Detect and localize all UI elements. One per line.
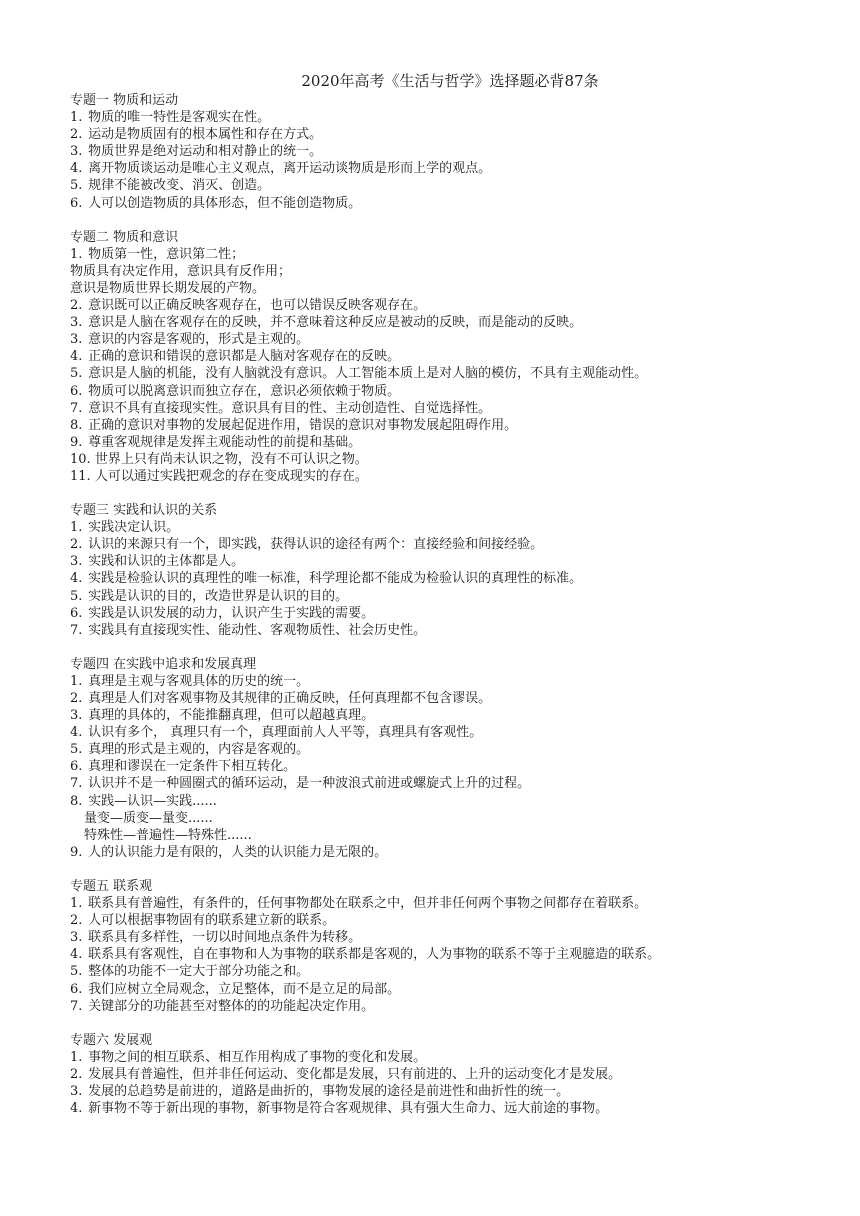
- item-number: 1.: [70, 246, 83, 262]
- list-item: [70, 963, 820, 980]
- section-3: [70, 502, 820, 639]
- list-item: [70, 793, 820, 810]
- section-1: [70, 92, 820, 212]
- item-number: 4.: [70, 947, 83, 963]
- item-number: 6.: [70, 981, 83, 997]
- item-text: 意识既可以正确反映客观存在，也可以错误反映客观存在。: [88, 298, 427, 314]
- item-text: 意识是物质世界长期发展的产物。: [70, 280, 266, 296]
- item-number: 2.: [70, 1066, 83, 1082]
- item-text: 意识是人脑的机能，没有人脑就没有意识。人工智能本质上是对人脑的模仿，不具有主观能动性。: [88, 366, 648, 382]
- item-text: 运动是物质固有的根本属性和存在方式。: [88, 127, 323, 143]
- list-item: [70, 177, 820, 194]
- section-heading: 专题一 物质和运动: [70, 93, 179, 108]
- item-number: 6.: [70, 195, 83, 211]
- item-text: 发展的总趋势是前进的，道路是曲折的，事物发展的途径是前进性和曲折性的统一。: [88, 1083, 570, 1099]
- list-item: [70, 383, 820, 400]
- item-number: 3.: [70, 144, 83, 160]
- list-item: [70, 195, 820, 212]
- item-text: 认识有多个， 真理只有一个，真理面前人人平等，真理具有客观性。: [88, 725, 483, 741]
- item-text: 量变—质变—量变......: [84, 810, 213, 826]
- list-item: [70, 570, 820, 587]
- list-item: [70, 895, 820, 912]
- item-number: 6.: [70, 383, 83, 399]
- list-item: [70, 724, 820, 741]
- section-4: [70, 656, 820, 861]
- item-number: 4.: [70, 571, 83, 587]
- section-heading: 专题五 联系观: [70, 878, 153, 894]
- item-text: 离开物质谈运动是唯心主义观点，离开运动谈物质是形而上学的观点。: [88, 161, 492, 177]
- item-number: 1.: [70, 110, 83, 126]
- item-number: 2.: [70, 127, 83, 143]
- item-text: 发展具有普遍性，但并非任何运动、变化都是发展，只有前进的、上升的运动变化才是发展。: [88, 1066, 622, 1082]
- list-item: [70, 553, 820, 570]
- item-text: 物质第一性，意识第二性；: [88, 246, 245, 262]
- item-number: 2.: [70, 298, 83, 314]
- item-text: 特殊性—普遍性—特殊性......: [84, 827, 252, 843]
- list-item: [70, 451, 820, 468]
- list-item: [70, 929, 820, 946]
- item-number: 3.: [70, 930, 83, 946]
- section-heading: 专题二 物质和意识: [70, 229, 179, 245]
- item-number: 2.: [70, 537, 83, 553]
- list-item: [70, 280, 820, 297]
- item-number: 4.: [70, 161, 83, 177]
- item-text: 真理和谬误在一定条件下相互转化。: [88, 759, 297, 775]
- item-text: 认识的来源只有一个，即实践，获得认识的途径有两个：直接经验和间接经验。: [88, 537, 544, 553]
- item-text: 正确的意识和错误的意识都是人脑对客观存在的反映。: [88, 349, 401, 365]
- item-text: 意识不具有直接现实性。意识具有目的性、主动创造性、自觉选择性。: [88, 400, 492, 416]
- item-number: 6.: [70, 759, 83, 775]
- list-item: [70, 400, 820, 417]
- item-number: 2.: [70, 691, 83, 706]
- list-item: [70, 1100, 820, 1117]
- list-item: [70, 605, 820, 622]
- item-number: 5.: [70, 588, 83, 604]
- list-item: [70, 588, 820, 605]
- item-text: 实践和认识的主体都是人。: [88, 554, 245, 570]
- item-number: 5.: [70, 178, 83, 194]
- item-text: 世界上只有尚未认识之物，没有不可认识之物。: [94, 451, 368, 467]
- list-item: [70, 417, 820, 434]
- item-number: 9.: [70, 434, 83, 450]
- item-number: 3.: [70, 332, 83, 348]
- item-text: 真理的具体的，不能推翻真理，但可以超越真理。: [88, 708, 375, 724]
- list-item: [70, 263, 820, 280]
- list-item: [70, 246, 820, 263]
- item-number: 5.: [70, 742, 83, 758]
- document-title: 2020年高考《生活与哲学》选择题必背87条: [301, 72, 599, 90]
- item-text: 实践是检验认识的真理性的唯一标准，科学理论都不能成为检验认识的真理性的标准。: [88, 571, 583, 587]
- item-text: 物质世界是绝对运动和相对静止的统一。: [88, 144, 323, 160]
- item-number: 5.: [70, 366, 83, 382]
- item-number: 1.: [70, 1049, 83, 1065]
- item-number: 7.: [70, 998, 83, 1014]
- list-item: [70, 1066, 820, 1083]
- item-number: 3.: [70, 1083, 83, 1099]
- item-text: 意识是人脑在客观存在的反映，并不意味着这种反应是被动的反映，而是能动的反映。: [88, 315, 583, 331]
- item-text: 新事物不等于新出现的事物，新事物是符合客观规律、具有强大生命力、远大前途的事物。: [88, 1101, 609, 1117]
- section-6: [70, 1032, 820, 1117]
- list-item: [70, 844, 820, 861]
- item-text: 真理的形式是主观的，内容是客观的。: [88, 742, 310, 758]
- item-text: 正确的意识对事物的发展起促进作用，错误的意识对事物发展起阻碍作用。: [88, 417, 518, 433]
- section-heading: 专题四 在实践中追求和发展真理: [70, 656, 257, 672]
- item-number: 1.: [70, 673, 83, 689]
- item-number: 7.: [70, 776, 83, 792]
- list-item: [70, 827, 820, 844]
- item-number: 7.: [70, 622, 83, 638]
- item-text: 事物之间的相互联系、相互作用构成了事物的变化和发展。: [88, 1049, 427, 1065]
- item-text: 尊重客观规律是发挥主观能动性的前提和基础。: [88, 434, 362, 450]
- item-number: 6.: [70, 605, 83, 621]
- item-number: 9.: [70, 844, 83, 860]
- item-text: 物质具有决定作用，意识具有反作用；: [70, 263, 292, 279]
- item-text: 人可以根据事物固有的联系建立新的联系。: [88, 913, 336, 929]
- list-item: [70, 1083, 820, 1100]
- item-text: 真理是主观与客观具体的历史的统一。: [88, 673, 310, 689]
- list-item: [70, 109, 820, 126]
- item-number: 8.: [70, 417, 83, 433]
- item-text: 人可以创造物质的具体形态，但不能创造物质。: [88, 195, 362, 211]
- list-item: [70, 519, 820, 536]
- item-number: 10.: [70, 451, 91, 467]
- list-item: [70, 297, 820, 314]
- list-item: [70, 622, 820, 639]
- section-5: [70, 878, 820, 1015]
- list-item: [70, 981, 820, 998]
- list-item: [70, 1049, 820, 1066]
- item-text: 人可以通过实践把观念的存在变成现实的存在。: [94, 468, 368, 484]
- list-item: [70, 331, 820, 348]
- list-item: [70, 365, 820, 382]
- item-number: 1.: [70, 520, 83, 536]
- list-item: [70, 707, 820, 724]
- item-text: 整体的功能不一定大于部分功能之和。: [88, 964, 310, 980]
- item-text: 联系具有多样性，一切以时间地点条件为转移。: [88, 930, 362, 946]
- item-text: 实践是认识的目的，改造世界是认识的目的。: [88, 588, 349, 604]
- list-item: [70, 998, 820, 1015]
- list-item: [70, 536, 820, 553]
- item-number: 3.: [70, 554, 83, 570]
- item-text: 认识并不是一种圆圈式的循环运动，是一种波浪式前进或螺旋式上升的过程。: [88, 776, 531, 792]
- item-text: 意识的内容是客观的，形式是主观的。: [88, 332, 310, 348]
- item-number: 4.: [70, 349, 83, 365]
- item-text: 我们应树立全局观念，立足整体，而不是立足的局部。: [88, 981, 401, 997]
- item-number: 4.: [70, 725, 83, 741]
- section-heading: 专题三 实践和认识的关系: [70, 503, 218, 519]
- section-heading: 专题六 发展观: [70, 1032, 153, 1048]
- item-number: 2.: [70, 913, 83, 929]
- list-item: [70, 912, 820, 929]
- list-item: [70, 314, 820, 331]
- item-number: 1.: [70, 896, 83, 912]
- list-item: [70, 434, 820, 451]
- list-item: [70, 143, 820, 160]
- item-text: 联系具有普遍性，有条件的，任何事物都处在联系之中，但并非任何两个事物之间都存在着联系。: [88, 896, 648, 912]
- list-item: [70, 741, 820, 758]
- item-number: 3.: [70, 708, 83, 724]
- item-text: 实践—认识—实践......: [88, 793, 217, 809]
- list-item: [70, 160, 820, 177]
- item-text: 物质可以脱离意识而独立存在，意识必须依赖于物质。: [88, 383, 401, 399]
- list-item: [70, 468, 820, 485]
- list-item: [70, 775, 820, 792]
- list-item: [70, 126, 820, 143]
- list-item: [70, 673, 820, 690]
- item-text: 联系具有客观性，自在事物和人为事物的联系都是客观的，人为事物的联系不等于主观臆造的联系。: [88, 947, 661, 963]
- item-number: 11.: [70, 468, 91, 484]
- item-text: 关键部分的功能甚至对整体的的功能起决定作用。: [88, 998, 375, 1014]
- list-item: [70, 810, 820, 827]
- item-text: 实践决定认识。: [88, 520, 180, 536]
- list-item: [70, 348, 820, 365]
- item-number: 7.: [70, 400, 83, 416]
- list-item: [70, 946, 820, 963]
- item-text: 人的认识能力是有限的，人类的认识能力是无限的。: [88, 844, 388, 860]
- section-2: [70, 229, 820, 485]
- list-item: [70, 690, 820, 707]
- item-text: 实践是认识发展的动力，认识产生于实践的需要。: [88, 605, 375, 621]
- item-text: 规律不能被改变、消灭、创造。: [88, 178, 271, 194]
- item-number: 4.: [70, 1101, 83, 1117]
- item-number: 8.: [70, 793, 83, 809]
- list-item: [70, 758, 820, 775]
- item-number: 5.: [70, 964, 83, 980]
- item-number: 3.: [70, 315, 83, 331]
- item-text: 物质的唯一特性是客观实在性。: [88, 110, 271, 126]
- item-text: 实践具有直接现实性、能动性、客观物质性、社会历史性。: [88, 622, 427, 638]
- sections-container: [70, 92, 820, 1117]
- item-text: 真理是人们对客观事物及其规律的正确反映，任何真理都不包含谬误。: [88, 691, 492, 706]
